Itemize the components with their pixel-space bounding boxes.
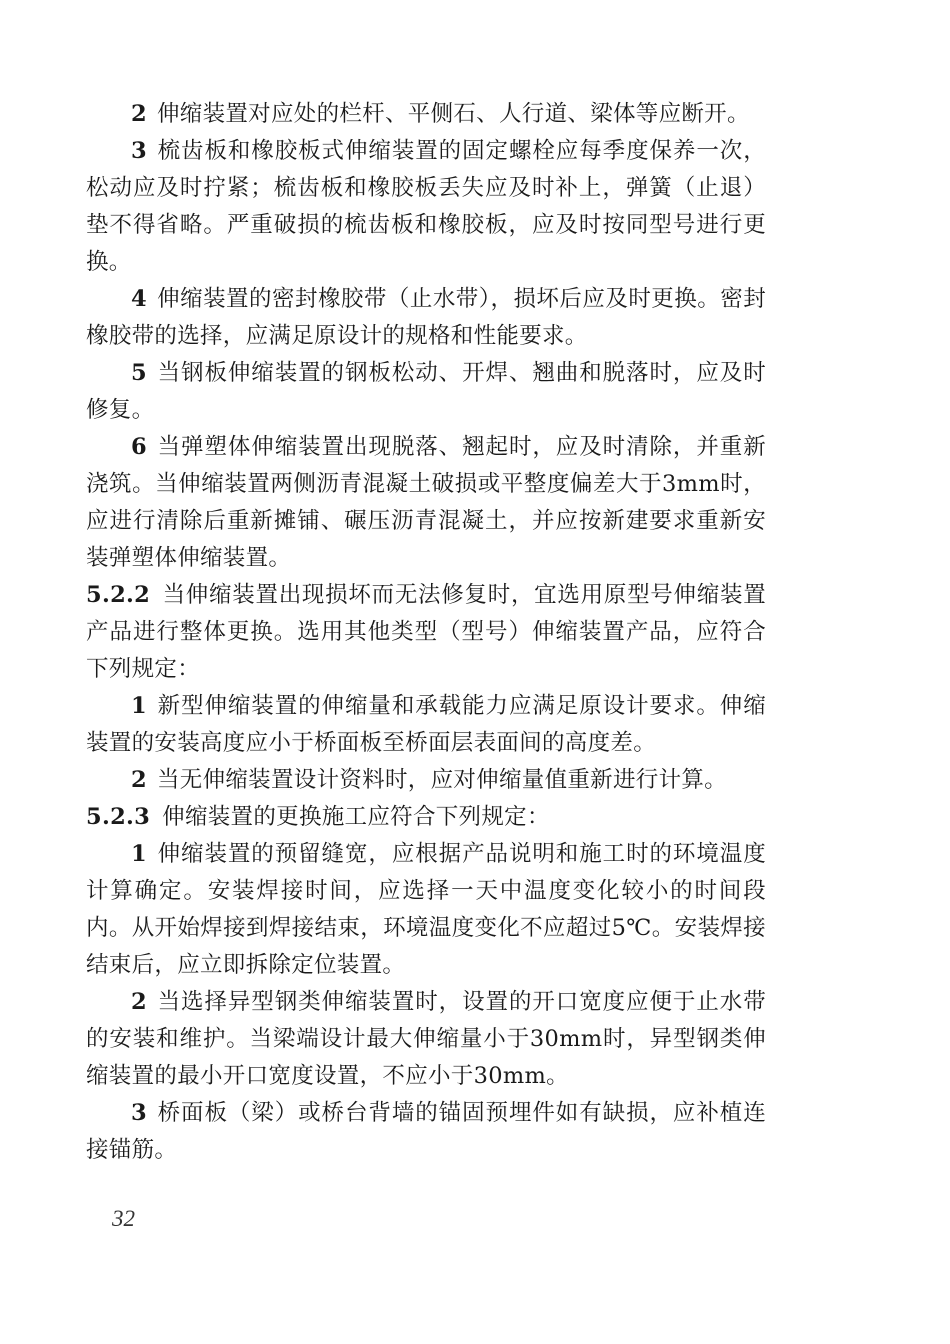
item-number: 6 [131, 434, 147, 460]
item-1-new-device-requirements [86, 688, 766, 762]
clause-5-2-3 [86, 799, 766, 836]
clause-5-2-2 [86, 577, 766, 688]
item-text: 当弹塑体伸缩装置出现脱落、翘起时，应及时清除，并重新浇筑。当伸缩装置两侧沥青混凝土破损或平整度偏差大于3mm时，应进行清除后重新摊铺、碾压沥青混凝土，并应按新建要求重新安装弹塑体伸缩装置。 [86, 434, 766, 571]
item-2-opening-width [86, 984, 766, 1095]
item-text: 新型伸缩装置的伸缩量和承载能力应满足原设计要求。伸缩装置的安装高度应小于桥面板至桥面层表面间的高度差。 [86, 693, 766, 756]
item-6-elastoplastic-device [86, 429, 766, 577]
item-text: 伸缩装置的密封橡胶带（止水带），损坏后应及时更换。密封橡胶带的选择，应满足原设计的规格和性能要求。 [86, 286, 766, 349]
clause-number: 5.2.2 [86, 582, 151, 608]
item-text: 当钢板伸缩装置的钢板松动、开焊、翘曲和脱落时，应及时修复。 [86, 360, 766, 423]
item-text: 桥面板（梁）或桥台背墙的锚固预埋件如有缺损，应补植连接锚筋。 [86, 1100, 766, 1163]
item-number: 3 [131, 138, 147, 164]
item-number: 3 [131, 1100, 147, 1126]
item-2-railing-disconnect [86, 96, 766, 133]
page-body [86, 96, 766, 1169]
item-number: 2 [131, 101, 147, 127]
item-3-anchor-rebar [86, 1095, 766, 1169]
item-1-reserved-gap [86, 836, 766, 984]
item-number: 4 [131, 286, 147, 312]
clause-text: 伸缩装置的更换施工应符合下列规定： [162, 804, 550, 830]
item-text: 伸缩装置对应处的栏杆、平侧石、人行道、梁体等应断开。 [156, 101, 750, 127]
item-number: 2 [131, 989, 147, 1015]
item-number: 5 [131, 360, 147, 386]
clause-text: 当伸缩装置出现损坏而无法修复时，宜选用原型号伸缩装置产品进行整体更换。选用其他类型（型号）伸缩装置产品，应符合下列规定： [86, 582, 766, 682]
item-text: 当无伸缩装置设计资料时，应对伸缩量值重新进行计算。 [156, 767, 727, 793]
item-number: 1 [131, 841, 147, 867]
item-2-recalculation [86, 762, 766, 799]
item-text: 当选择异型钢类伸缩装置时，设置的开口宽度应便于止水带的安装和维护。当梁端设计最大伸缩量小于30mm时，异型钢类伸缩装置的最小开口宽度设置，不应小于30mm。 [86, 989, 766, 1089]
clause-number: 5.2.3 [86, 804, 151, 830]
item-4-seal-strip [86, 281, 766, 355]
item-5-steel-plate-repair [86, 355, 766, 429]
item-3-comb-plate-maintenance [86, 133, 766, 281]
item-text: 梳齿板和橡胶板式伸缩装置的固定螺栓应每季度保养一次，松动应及时拧紧；梳齿板和橡胶板丢失应及时补上，弹簧（止退）垫不得省略。严重破损的梳齿板和橡胶板，应及时按同型号进行更换。 [86, 138, 766, 275]
page-number: 32 [112, 1206, 135, 1231]
item-number: 1 [131, 693, 147, 719]
item-text: 伸缩装置的预留缝宽，应根据产品说明和施工时的环境温度计算确定。安装焊接时间，应选择一天中温度变化较小的时间段内。从开始焊接到焊接结束，环境温度变化不应超过5℃。安装焊接结束后，应立即拆除定位装置。 [86, 841, 766, 978]
item-number: 2 [131, 767, 147, 793]
